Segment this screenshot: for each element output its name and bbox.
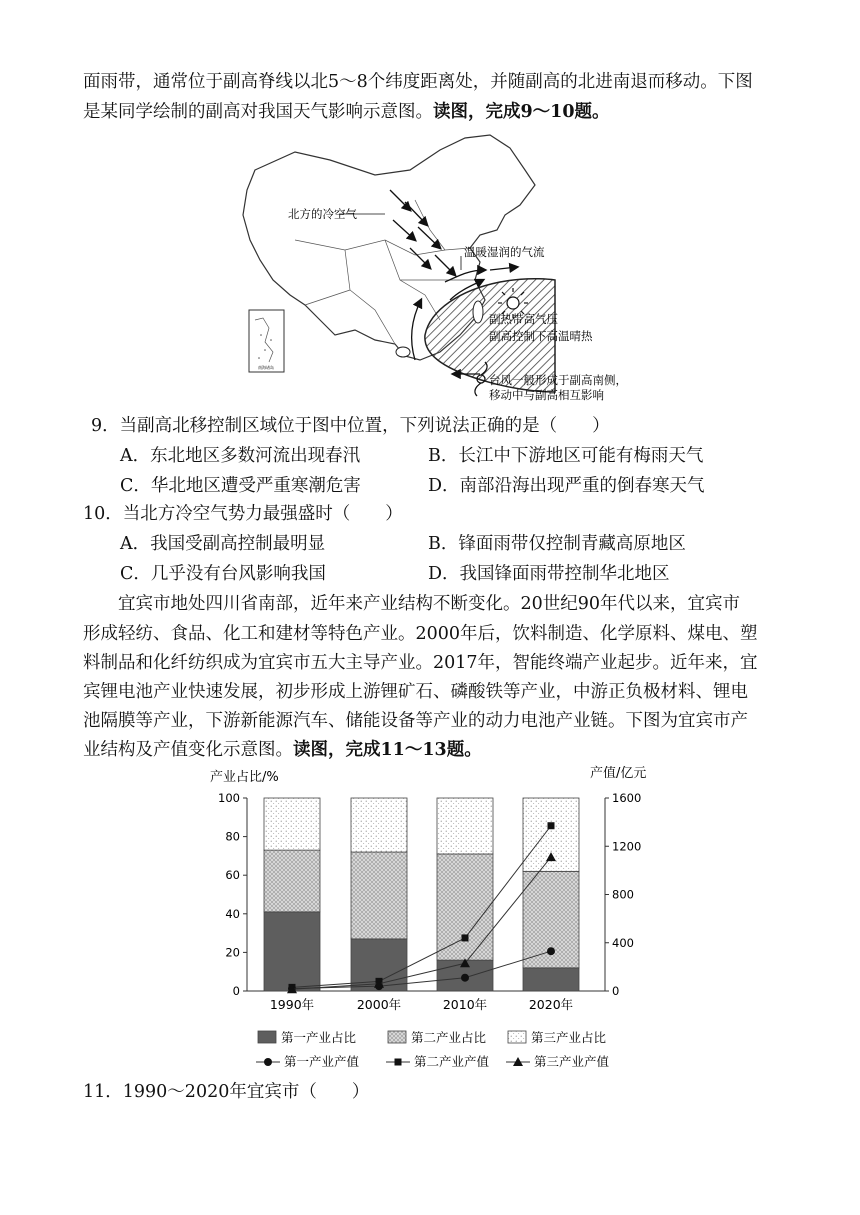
bar-segment [523, 968, 579, 991]
bar-segment [264, 912, 320, 991]
q11-stem: 11．1990～2020年宜宾市（ ） [83, 1082, 370, 1102]
bar-segment [437, 798, 493, 854]
q9-option-b: B．长江中下游地区可能有梅雨天气 [428, 446, 704, 466]
q10-option-a: A．我国受副高控制最明显 [120, 534, 326, 554]
legend-marker [264, 1058, 272, 1066]
q9-stem: 9．当副高北移控制区域位于图中位置，下列说法正确的是（ ） [91, 416, 610, 436]
line-series [292, 951, 551, 988]
para2-line6 [83, 738, 482, 762]
left-tick-label: 80 [225, 829, 240, 844]
x-tick-label: 1990年 [269, 997, 315, 1012]
legend-label: 第三产业产值 [534, 1054, 610, 1069]
para2-line6-bold: 读图，完成11～13题。 [293, 740, 482, 760]
hainan-island [396, 347, 410, 357]
legend-swatch [258, 1031, 276, 1043]
left-tick-label: 0 [232, 984, 240, 998]
para2-line1: 宜宾市地处四川省南部，近年来产业结构不断变化。20世纪90年代以来，宜宾市 [118, 594, 741, 614]
legend-label: 第二产业占比 [411, 1030, 487, 1045]
bar-segment [264, 850, 320, 912]
q10-option-b: B．锋面雨带仅控制青藏高原地区 [428, 534, 686, 554]
taiwan-island [473, 301, 483, 323]
para2-line6-text: 业结构及产值变化示意图。 [83, 740, 293, 760]
legend-swatch [388, 1031, 406, 1043]
left-tick-label: 100 [218, 791, 240, 805]
subtropical-high-label: 副热带高气压 [489, 312, 558, 326]
industry-chart [190, 760, 650, 1080]
right-tick-label: 0 [612, 984, 620, 998]
south-china-sea-inset [249, 310, 284, 372]
line-point [547, 947, 555, 955]
legend-label: 第三产业占比 [531, 1030, 607, 1045]
line-point [462, 934, 469, 941]
right-tick-label: 1600 [612, 791, 642, 805]
left-tick-label: 60 [225, 868, 240, 883]
right-tick-label: 800 [612, 887, 634, 902]
right-tick-label: 400 [612, 935, 634, 950]
q10-stem: 10．当北方冷空气势力最强盛时（ ） [83, 504, 403, 524]
para2-line3: 料制品和化纤纺织成为宜宾市五大主导产业。2017年，智能终端产业起步。近年来，宜 [83, 653, 758, 673]
q9-option-d: D．南部沿海出现严重的倒春寒天气 [428, 476, 705, 496]
bar-segment [351, 798, 407, 852]
q9-option-c: C．华北地区遭受严重寒潮危害 [120, 476, 361, 496]
left-tick-label: 20 [225, 945, 240, 960]
line-point [548, 822, 555, 829]
legend-marker [395, 1059, 402, 1066]
warm-air-label: 温暖湿润的气流 [464, 245, 545, 259]
left-tick-label: 40 [225, 906, 240, 921]
q10-option-d: D．我国锋面雨带控制华北地区 [428, 564, 670, 584]
para1-line2-text: 是某同学绘制的副高对我国天气影响示意图。 [83, 102, 433, 122]
high-control-label: 副高控制下高温晴热 [489, 329, 593, 343]
line-point [461, 974, 469, 982]
right-tick-label: 1200 [612, 839, 642, 854]
q9-option-a: A．东北地区多数河流出现春汛 [120, 446, 361, 466]
q10-option-c: C．几乎没有台风影响我国 [120, 564, 326, 584]
para2-line5: 池隔膜等产业，下游新能源汽车、储能设备等产业的动力电池产业链。下图为宜宾市产 [83, 711, 748, 731]
right-axis-label: 产值/亿元 [590, 766, 647, 781]
x-tick-label: 2010年 [442, 997, 488, 1012]
bar-segment [351, 852, 407, 939]
inset-label: 南海诸岛 [258, 365, 274, 370]
legend-swatch [508, 1031, 526, 1043]
para1-line2 [83, 100, 610, 124]
bar-segment [264, 798, 320, 850]
left-axis-label: 产业占比/% [210, 770, 279, 785]
typhoon-label-1: 台风一般形成于副高南侧， [489, 373, 627, 387]
map-figure [235, 130, 635, 405]
para1-line2-bold: 读图，完成9～10题。 [433, 102, 610, 122]
para2-line2: 形成轻纺、食品、化工和建材等特色产业。2000年后，饮料制造、化学原料、煤电、塑 [83, 624, 758, 644]
bar-segment [437, 854, 493, 960]
legend-label: 第一产业产值 [284, 1054, 360, 1069]
x-tick-label: 2020年 [528, 997, 574, 1012]
para1-line1: 面雨带，通常位于副高脊线以北5～8个纬度距离处，并随副高的北进南退而移动。下图 [83, 72, 753, 92]
cold-air-label: 北方的冷空气 [288, 207, 357, 221]
legend-label: 第一产业占比 [281, 1030, 357, 1045]
x-tick-label: 2000年 [356, 997, 402, 1012]
typhoon-label-2: 移动中与副高相互影响 [489, 388, 604, 402]
legend-label: 第二产业产值 [414, 1054, 490, 1069]
para2-line4: 宾锂电池产业快速发展，初步形成上游锂矿石、磷酸铁等产业，中游正负极材料、锂电 [83, 682, 748, 702]
